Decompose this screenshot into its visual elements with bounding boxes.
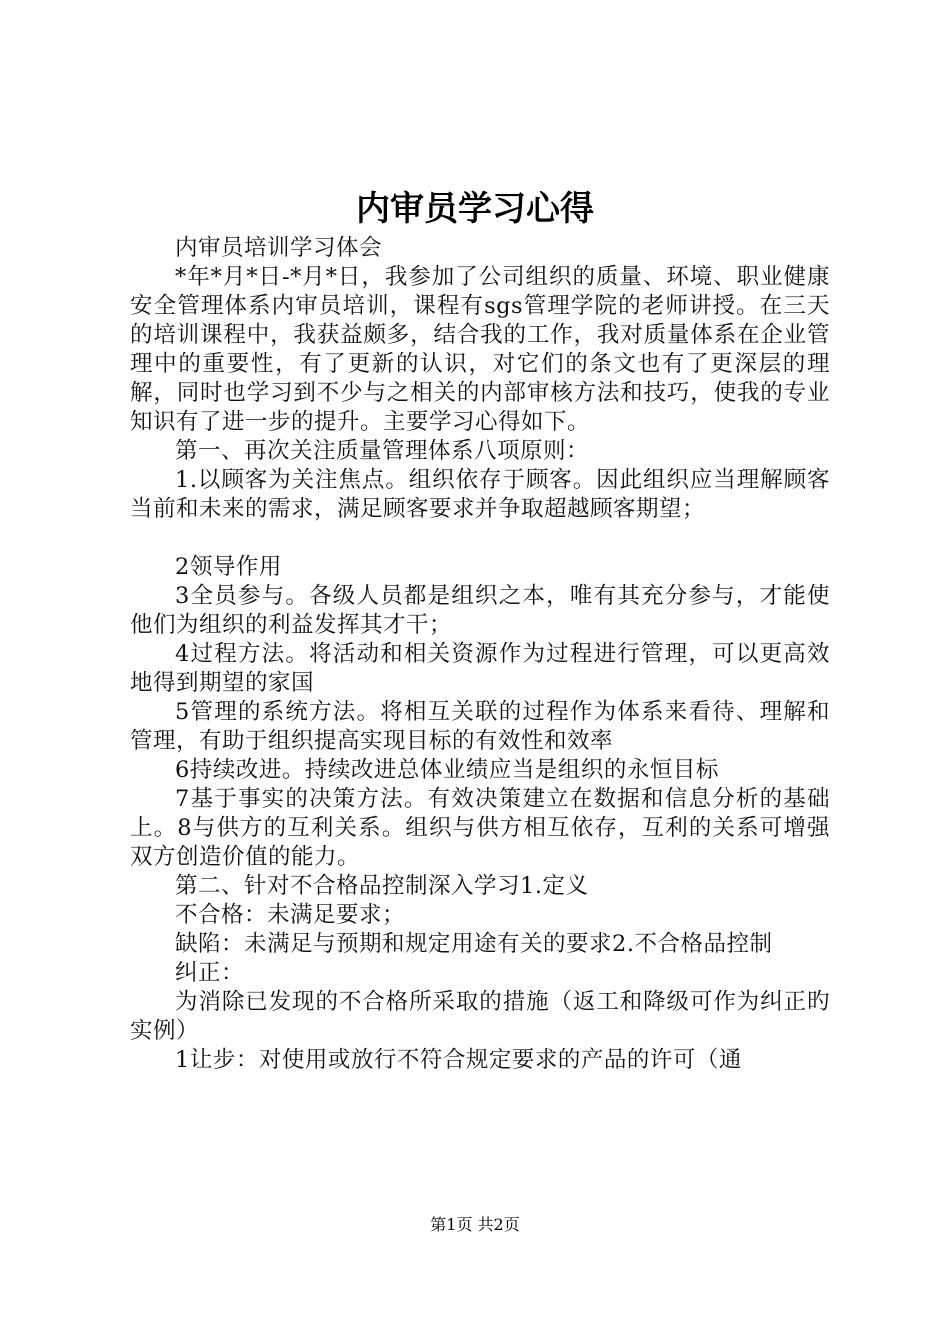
- paragraph: 1.以顾客为关注焦点。组织依存于顾客。因此组织应当理解顾客当前和未来的需求，满足顾客要求并争取超越顾客期望；: [130, 467, 830, 522]
- document-title: 内审员学习心得: [356, 189, 594, 229]
- paragraph: 3全员参与。各级人员都是组织之本，唯有其充分参与，才能使他们为组织的利益发挥其才干；: [130, 583, 830, 638]
- paragraph: 为消除已发现的不合格所采取的措施（返工和降级可作为纠正旳实例）: [130, 989, 830, 1044]
- paragraph: 5管理的系统方法。将相互关联的过程作为体系来看待、理解和管理，有助于组织提高实现目标的有效性和效率: [130, 699, 830, 754]
- page-footer: 第1页 共2页: [430, 1215, 520, 1234]
- paragraph: 缺陷：未满足与预期和规定用途有关的要求2.不合格品控制: [175, 931, 773, 957]
- paragraph: 内审员培训学习体会: [175, 235, 383, 261]
- paragraph: 第二、针对不合格品控制深入学习1.定义: [175, 873, 589, 899]
- document-body: [130, 234, 830, 1075]
- paragraph: 不合格：未满足要求；: [175, 902, 406, 928]
- paragraph: *年*月*日-*月*日，我参加了公司组织的质量、环境、职业健康安全管理体系内审员培训，课程有sgs管理学院的老师讲授。在三天的培训课程中，我获益颇多，结合我的工作，我对质量体系在企业管理中的重要性，有了更新的认识，对它们的条文也有了更深层的理解，同时也学习到不少与之相关的内部审核方法和技巧，使我的专业知识有了进一步的提升。主要学习心得如下。: [130, 264, 830, 435]
- paragraph: 4过程方法。将活动和相关资源作为过程进行管理，可以更高效地得到期望的家国: [130, 641, 830, 696]
- paragraph: 6持续改进。持续改进总体业绩应当是组织的永恒目标: [175, 757, 719, 783]
- paragraph: 1让步：对使用或放行不符合规定要求的产品的许可（通: [175, 1047, 742, 1073]
- paragraph: 纠正：: [175, 960, 245, 986]
- paragraph: 2领导作用: [175, 554, 282, 580]
- paragraph: 7基于事实的决策方法。有效决策建立在数据和信息分析的基础上。8与供方的互利关系。组织与供方相互依存，互利的关系可增强双方创造价值的能力。: [130, 786, 830, 870]
- paragraph: 第一、再次关注质量管理体系八项原则：: [175, 438, 590, 464]
